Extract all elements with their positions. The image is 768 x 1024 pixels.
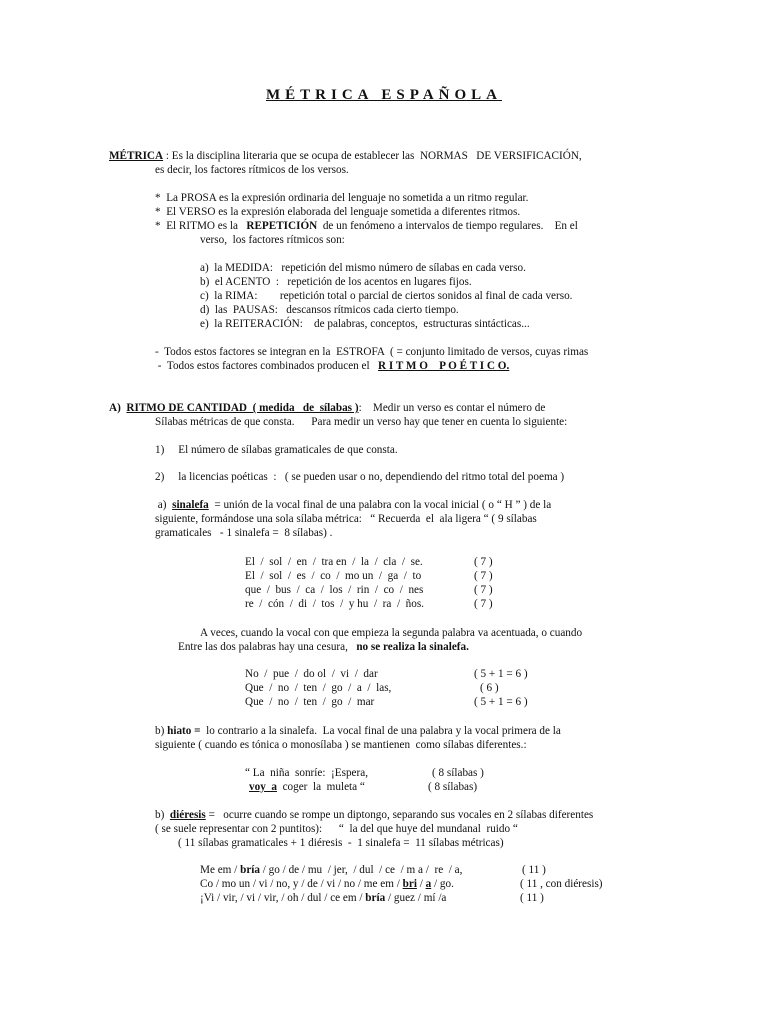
point-2: 2) la licencias poéticas : ( se pueden usar o no, dependiendo del ritmo total del poema ) [155, 471, 565, 483]
dieresis-line-2: ( se suele representar con 2 puntitos): “ la del que huye del mundanal ruido “ [155, 823, 518, 835]
example-count: ( 11 ) [520, 892, 544, 904]
verse-part: / [416, 878, 426, 890]
aveces-text: Entre las dos palabras hay una cesura, [178, 641, 357, 653]
verse-highlight: bría [365, 892, 386, 904]
example-count: ( 8 sílabas ) [432, 767, 484, 779]
dieresis-text: = ocurre cuando se rompe un diptongo, separando sus vocales en 2 sílabas diferentes [205, 809, 594, 821]
hiato-term: hiato = [167, 725, 201, 737]
sinalefa-term: sinalefa [172, 499, 209, 511]
sinalefa-text: = unión de la vocal final de una palabra con la vocal inicial ( o “ H ” ) de la [208, 499, 552, 511]
section-a-heading [109, 402, 545, 415]
example-count: ( 11 ) [522, 864, 546, 876]
sinalefa-line-1 [155, 499, 551, 512]
example-verse [249, 781, 365, 794]
definition-line-2: es decir, los factores rítmicos de los versos. [155, 164, 349, 176]
sinalefa-line-2: siguiente, formándose una sola sílaba métrica: “ Recuerda el ala ligera “ ( 9 sílabas [155, 513, 537, 525]
dieresis-line-3: ( 11 sílabas gramaticales + 1 diéresis - 1 sinalefa = 11 sílabas métricas) [178, 837, 504, 849]
example-count: ( 6 ) [480, 682, 499, 694]
verse-part: Me em / [200, 864, 241, 876]
bullet-verso: * El VERSO es la expresión elaborada del lenguaje sometida a diferentes ritmos. [155, 206, 521, 218]
hiato-line-1 [155, 725, 561, 738]
sinalefa-line-3: gramaticales - 1 sinalefa = 8 sílabas) . [155, 527, 333, 539]
example-count: ( 8 sílabas) [428, 781, 478, 793]
verse-part: / go / de / mu / jer, / dul / ce / m a / re / a, [259, 864, 463, 876]
sinalefa-label: a) [155, 499, 173, 511]
verse-highlight: a [425, 878, 432, 890]
point-1: 1) El número de sílabas gramaticales de que consta. [155, 444, 398, 456]
example-count: ( 7 ) [474, 556, 493, 568]
dieresis-line-1 [155, 809, 593, 822]
verse-part: Co / mo un / vi / no, y / de / vi / no / me em / [200, 878, 403, 890]
hiato-line-2: siguiente ( cuando es tónica o monosílaba ) se mantienen como sílabas diferentes.: [155, 739, 527, 751]
factor-item: c) la RIMA: repetición total o parcial de ciertos sonidos al final de cada verso. [200, 290, 573, 302]
verse-highlight: bría [240, 864, 260, 876]
definition-text: : Es la disciplina literaria que se ocupa de establecer las NORMAS DE VERSIFICACIÓN, [163, 150, 582, 162]
section-a-text: : Medir un verso es contar el número de [358, 402, 546, 414]
example-verse [200, 892, 446, 905]
factor-item: e) la REITERACIÓN: de palabras, conceptos, estructuras sintácticas... [200, 318, 530, 330]
example-verse [200, 878, 454, 891]
aveces-line-2 [178, 641, 469, 654]
example-verse: que / bus / ca / los / rin / co / nes [245, 584, 424, 596]
verse-part: / guez / mí /a [385, 892, 447, 904]
ritmo-term: REPETICIÓN [246, 220, 318, 232]
example-verse: Que / no / ten / go / mar [245, 696, 375, 708]
factor-item: d) las PAUSAS: descansos rítmicos cada cierto tiempo. [200, 304, 459, 316]
page-title: MÉTRICA ESPAÑOLA [266, 87, 502, 103]
example-verse: No / pue / do ol / vi / dar [245, 668, 378, 680]
example-count: ( 7 ) [474, 570, 493, 582]
example-count: ( 7 ) [474, 584, 493, 596]
term-metrica: MÉTRICA [109, 150, 164, 162]
ritmo-text-a: * El RITMO es la [155, 220, 247, 232]
example-count: ( 7 ) [474, 598, 493, 610]
example-verse: re / cón / di / tos / y hu / ra / ños. [245, 598, 424, 610]
aveces-line-1: A veces, cuando la vocal con que empieza la segunda palabra va acentuada, o cuando [200, 627, 583, 639]
section-a-line-2: Sílabas métricas de que consta. Para medir un verso hay que tener en cuenta lo siguiente: [155, 416, 568, 428]
ritmo-poetico-line [155, 360, 509, 373]
example-verse: Que / no / ten / go / a / las, [245, 682, 392, 694]
bullet-ritmo [155, 220, 578, 233]
verse-part: ¡Vi / vir, / vi / vir, / oh / dul / ce em / [200, 892, 366, 904]
no-sinalefa-note: no se realiza la sinalefa. [356, 641, 469, 653]
example-verse-rest: coger la muleta “ [276, 781, 365, 793]
example-count: ( 5 + 1 = 6 ) [474, 696, 528, 708]
factor-item: b) el ACENTO : repetición de los acentos en lugares fijos. [200, 276, 472, 288]
example-verse: El / sol / en / tra en / la / cla / se. [245, 556, 423, 568]
hiato-text: lo contrario a la sinalefa. La vocal final de una palabra y la vocal primera de la [200, 725, 561, 737]
section-a-label: A) [109, 402, 127, 414]
factor-item: a) la MEDIDA: repetición del mismo número de sílabas en cada verso. [200, 262, 526, 274]
verse-part: / go. [431, 878, 454, 890]
section-a-title: RITMO DE CANTIDAD ( medida de sílabas ) [126, 402, 359, 414]
ritmo-poetico-term: R I T M O P O É T I C O. [378, 360, 510, 372]
hiato-label: b) [155, 725, 168, 737]
dieresis-term: diéresis [169, 809, 206, 821]
example-verse [200, 864, 462, 877]
ritmo-poetico-text: - Todos estos factores combinados producen el [155, 360, 379, 372]
verse-highlight: bri [402, 878, 417, 890]
estrofa-line: - Todos estos factores se integran en la ESTROFA ( = conjunto limitado de versos, cuyas rimas [155, 346, 589, 358]
hiato-highlight: voy a [249, 781, 277, 793]
example-verse: El / sol / es / co / mo un / ga / to [245, 570, 422, 582]
definition-line-1 [109, 150, 582, 163]
bullet-ritmo-line-2: verso, los factores rítmicos son: [200, 234, 345, 246]
example-count: ( 11 , con diéresis) [520, 878, 603, 890]
ritmo-text-c: de un fenómeno a intervalos de tiempo regulares. En el [317, 220, 578, 232]
bullet-prosa: * La PROSA es la expresión ordinaria del lenguaje no sometida a un ritmo regular. [155, 192, 529, 204]
example-count: ( 5 + 1 = 6 ) [474, 668, 528, 680]
dieresis-label: b) [155, 809, 170, 821]
example-verse: “ La niña sonríe: ¡Espera, [245, 767, 369, 779]
